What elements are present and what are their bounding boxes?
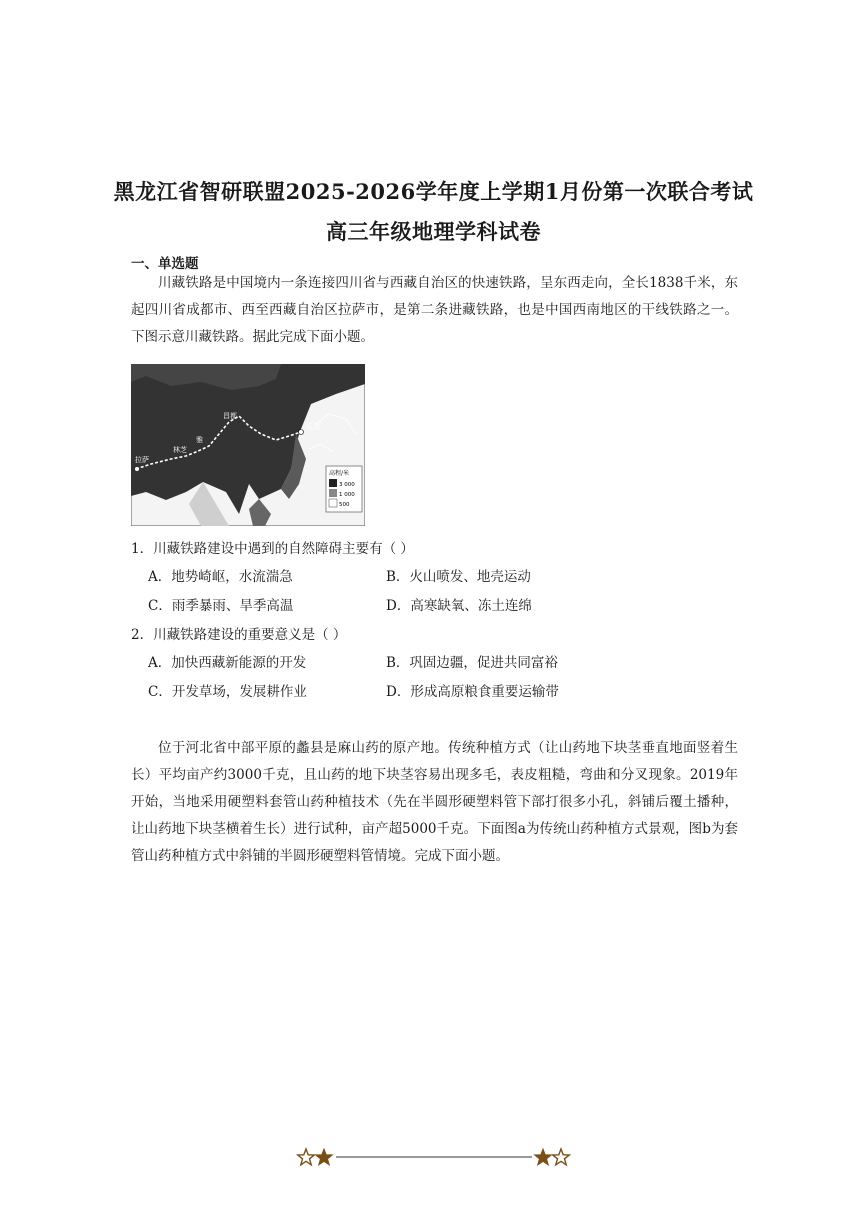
star-filled-icon bbox=[316, 1149, 333, 1165]
question-1-option-b: B．火山喷发、地壳运动 bbox=[386, 569, 531, 585]
legend-1000: 1 000 bbox=[339, 492, 355, 498]
legend-swatch-500 bbox=[329, 499, 337, 507]
question-2-option-b: B．巩固边疆，促进共同富裕 bbox=[386, 655, 558, 671]
star-outline-icon bbox=[553, 1149, 570, 1165]
elevation-legend bbox=[326, 466, 362, 512]
section-heading: 一、单选题 bbox=[131, 256, 199, 272]
question-1-stem: 1．川藏铁路建设中遇到的自然障碍主要有（ ） bbox=[131, 541, 414, 557]
chengdu-marker bbox=[299, 430, 304, 435]
map-label-ya: 雅 bbox=[196, 436, 203, 444]
map-label-qamdo: 昌都 bbox=[223, 412, 237, 420]
footer-decoration bbox=[296, 1145, 572, 1169]
question-1-option-d: D．高寒缺氧、冻土连绵 bbox=[386, 598, 532, 614]
map-label-nyingchi: 林芝 bbox=[173, 446, 187, 454]
question-2-stem: 2．川藏铁路建设的重要意义是（ ） bbox=[131, 627, 347, 643]
legend-500: 500 bbox=[339, 502, 350, 508]
passage-2: 位于河北省中部平原的蠡县是麻山药的原产地。传统种植方式（让山药地下块茎垂直地面竖着生长）平均亩产约3000千克，且山药的地下块茎容易出现多毛，表皮粗糙，弯曲和分叉现象。2019年开始，当地采用硬塑料套管山药种植技术（先在半圆形硬塑料管下部打很多小孔，斜铺后覆土播种，让山药地下块茎横着生长）进行试种，亩产超5000千克。下面图a为传统山药种植方式景观，图b为套管山药种植方式中斜铺的半圆形硬塑料管情境。完成下面小题。 bbox=[131, 740, 738, 864]
map-label-lhasa: 拉萨 bbox=[135, 456, 149, 464]
sichuan-tibet-railway-map bbox=[131, 364, 365, 526]
legend-3000: 3 000 bbox=[339, 482, 355, 488]
page-title: 黑龙江省智研联盟2025-2026学年度上学期1月份第一次联合考试高三年级地理学科试卷 bbox=[113, 179, 754, 244]
passage-1: 川藏铁路是中国境内一条连接四川省与西藏自治区的快速铁路，呈东西走向，全长1838千米，东起四川省成都市、西至西藏自治区拉萨市，是第二条进藏铁路，也是中国西南地区的干线铁路之一。下图示意川藏铁路。据此完成下面小题。 bbox=[131, 275, 738, 345]
legend-swatch-3000 bbox=[329, 479, 337, 487]
question-1-option-c: C．雨季暴雨、旱季高温 bbox=[148, 598, 294, 614]
question-2-option-a: A．加快西藏新能源的开发 bbox=[148, 655, 307, 671]
star-filled-icon bbox=[535, 1149, 552, 1165]
star-outline-icon bbox=[298, 1149, 315, 1165]
question-2-option-c: C．开发草场，发展耕作业 bbox=[148, 684, 307, 700]
lhasa-marker bbox=[135, 467, 139, 471]
legend-swatch-1000 bbox=[329, 489, 337, 497]
question-1-option-a: A．地势崎岖，水流湍急 bbox=[148, 569, 293, 585]
map-label-chengdu: 成都 bbox=[305, 422, 321, 431]
legend-title: 高程/米 bbox=[329, 470, 350, 477]
question-2-option-d: D．形成高原粮食重要运输带 bbox=[386, 684, 559, 700]
